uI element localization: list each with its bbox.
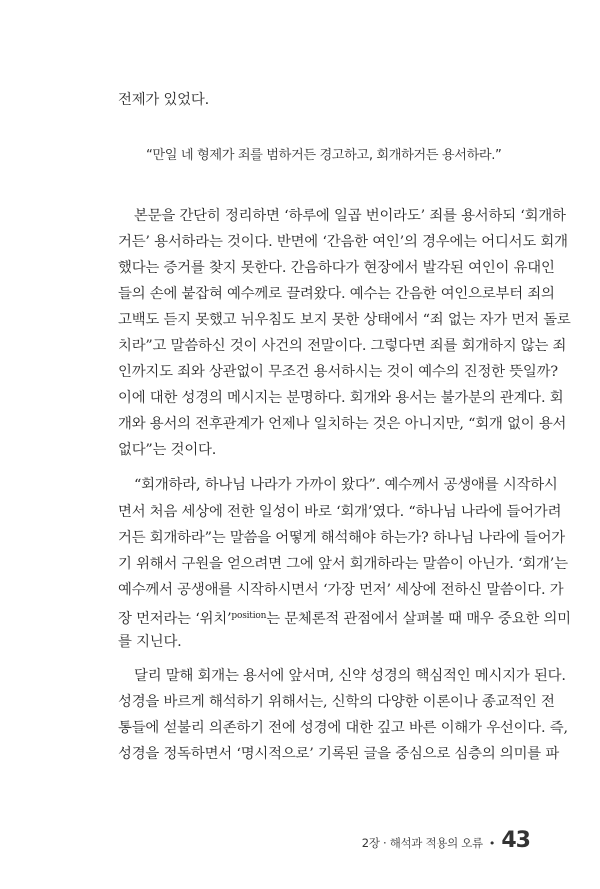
text-line: 인까지도 죄와 상관없이 무조건 용서하시는 것이 예수의 진정한 뜻일까? — [118, 364, 558, 380]
text-line: 면서 처음 세상에 전한 일성이 바로 ‘회개’였다. “하나님 나라에 들어가려 — [118, 504, 562, 520]
text-line: 들의 손에 붙잡혀 예수께로 끌려왔다. 예수는 간음한 여인으로부터 죄의 — [118, 286, 555, 302]
page-number: 43 — [501, 828, 530, 853]
text-line-with-superscript — [118, 606, 571, 629]
text-line: 치라”고 말씀하신 것이 사건의 전말이다. 그렇다면 죄를 회개하지 않는 죄 — [118, 338, 567, 354]
text-line: 달리 말해 회개는 용서에 앞서며, 신약 성경의 핵심적인 메시지가 된다. — [134, 668, 566, 684]
text-line: 를 지닌다. — [118, 634, 182, 650]
text-line: 개와 용서의 전후관계가 언제나 일치하는 것은 아니지만, “회개 없이 용서 — [118, 416, 567, 432]
opening-line: 전제가 있었다. — [118, 92, 209, 108]
text-line: 예수께서 공생애를 시작하시면서 ‘가장 먼저’ 세상에 전하신 말씀이다. 가 — [118, 582, 564, 598]
text-line: 본문을 간단히 정리하면 ‘하루에 일곱 번이라도’ 죄를 용서하되 ‘회개하 — [134, 208, 566, 224]
text-segment: 는 문체론적 관점에서 살펴볼 때 매우 중요한 의미 — [266, 611, 571, 627]
text-line: 없다”는 것이다. — [118, 442, 217, 458]
text-segment: 장 먼저라는 ‘위치’ — [118, 611, 232, 627]
text-line: 이에 대한 성경의 메시지는 분명하다. 회개와 용서는 불가분의 관계다. 회 — [118, 390, 564, 406]
page-footer — [362, 828, 530, 853]
text-line: “회개하라, 하나님 나라가 가까이 왔다”. 예수께서 공생애를 시작하시 — [134, 477, 558, 493]
text-line: 성경을 바르게 해석하기 위해서는, 신학의 다양한 이론이나 종교적인 전 — [118, 694, 555, 710]
text-line: 통들에 섣불리 의존하기 전에 성경에 대한 깊고 바른 이해가 우선이다. 즉, — [118, 720, 568, 736]
text-line: 거든’ 용서하라는 것이다. 반면에 ‘간음한 여인’의 경우에는 어디서도 회개 — [118, 234, 568, 250]
text-line: 성경을 정독하면서 ‘명시적으로’ 기록된 글을 중심으로 심층의 의미를 파 — [118, 746, 560, 762]
superscript-term: position — [231, 611, 267, 621]
block-quote: “만일 네 형제가 죄를 범하거든 경고하고, 회개하거든 용서하라.” — [146, 148, 502, 163]
chapter-label: 2장 · 해석과 적용의 오류 — [361, 836, 483, 850]
text-line: 거든 회개하라”는 말씀을 어떻게 해석해야 하는가? 하나님 나라에 들어가 — [118, 530, 566, 546]
text-line: 고백도 듣지 못했고 뉘우침도 보지 못한 상태에서 “죄 없는 자가 먼저 돌로 — [118, 312, 571, 328]
text-line: 했다는 증거를 찾지 못한다. 간음하다가 현장에서 발각된 여인이 유대인 — [118, 260, 555, 276]
bullet-separator: • — [488, 837, 496, 850]
text-line: 기 위해서 구원을 얻으려면 그에 앞서 회개하라는 말씀이 아닌가. ‘회개’는 — [118, 556, 568, 572]
